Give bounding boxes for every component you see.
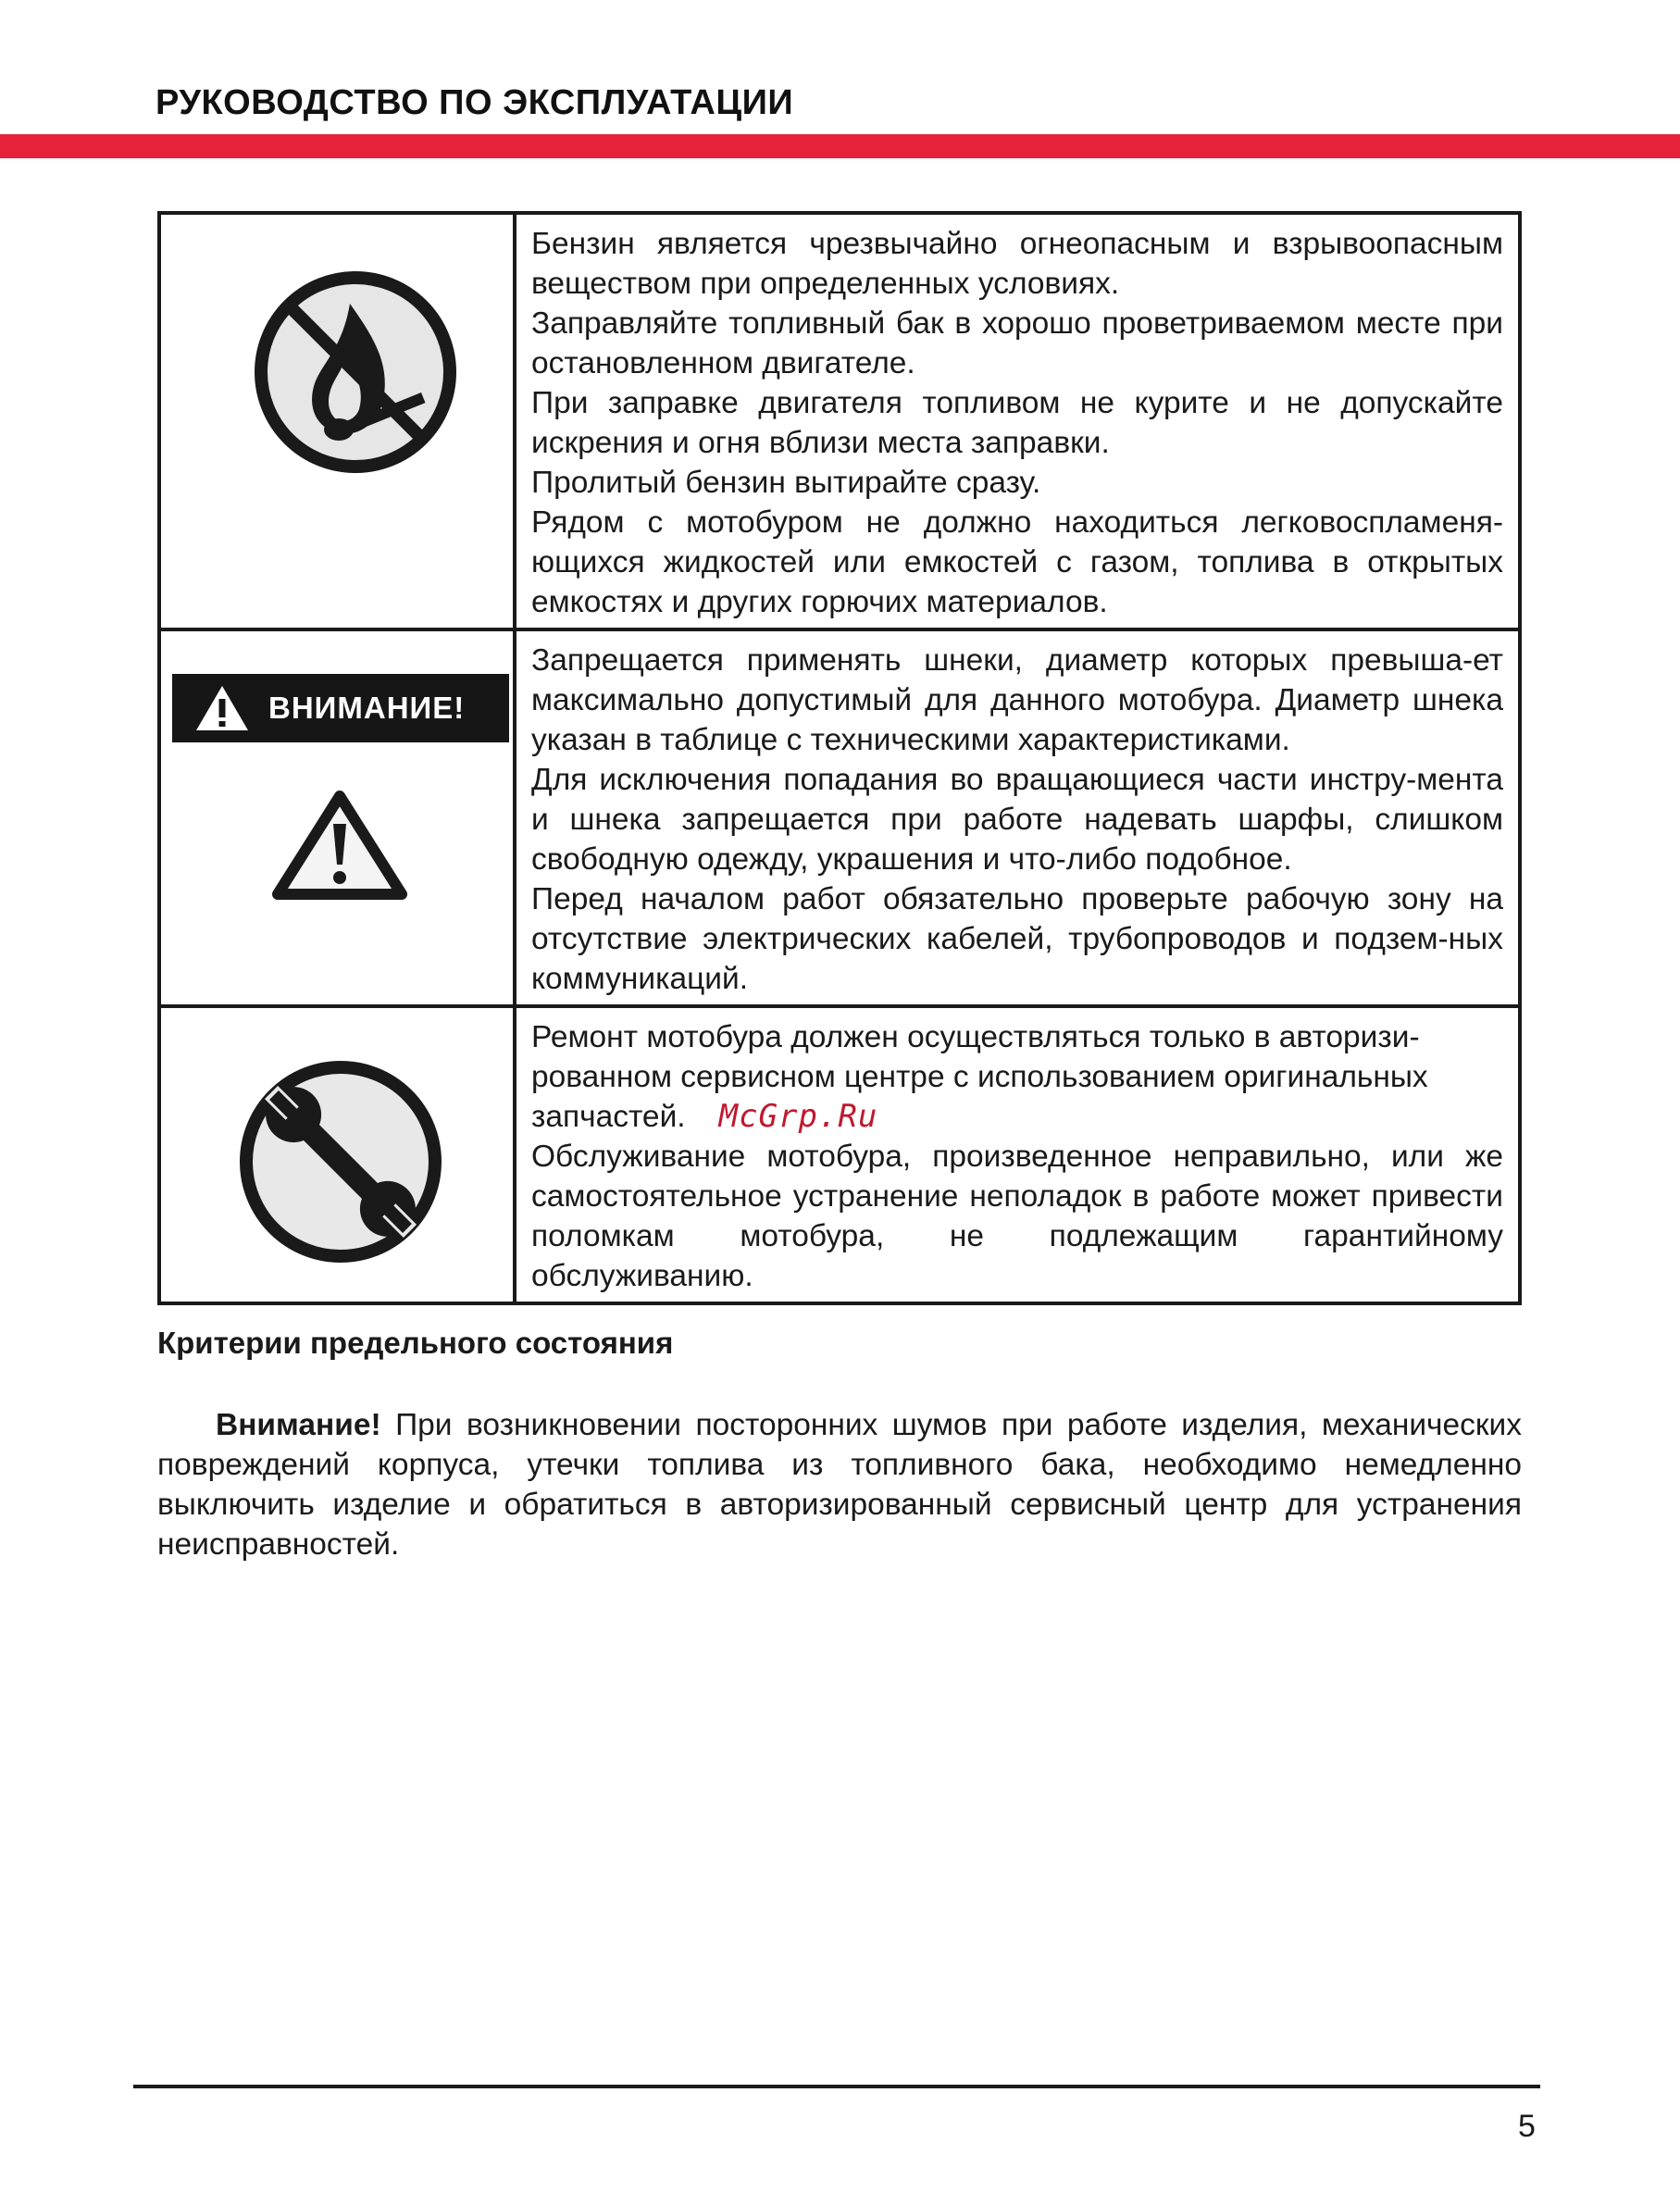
text-cell [515, 213, 1520, 629]
section-text: При возникновении посторонних шумов при работе изделия, механических повреждений корпуса, утечки топлива из топливного бака, необходимо немедленно выключить изделие и обратиться в авторизированный сервисный центр для устранения неисправностей. [157, 1408, 1522, 1562]
watermark: McGrp.Ru [718, 1098, 878, 1135]
safety-text: Запрещается применять шнеки, диаметр которых превыша-ет максимально допустимый для данного мотобура. Диаметр шнека указан в таблице с техническими характеристиками. [531, 643, 1503, 757]
warning-badge [172, 674, 509, 742]
icon-cell [159, 213, 515, 629]
safety-text: Для исключения попадания во вращающиеся части инстру-мента и шнека запрещается при работе надевать шарфы, слишком свободную одежду, украшения и что-либо подобное. [531, 763, 1503, 877]
header-accent-bar [0, 134, 1680, 158]
table-row [159, 213, 1520, 629]
page-header-title: РУКОВОДСТВО ПО ЭКСПЛУАТАЦИИ [156, 83, 794, 122]
warning-badge-label: ВНИМАНИЕ! [268, 691, 466, 725]
safety-text [531, 1017, 1503, 1137]
section-body [157, 1405, 1522, 1564]
icon-cell [159, 629, 515, 1006]
section-lead: Внимание! [216, 1408, 381, 1442]
footer-divider [133, 2085, 1540, 2088]
safety-text: Заправляйте топливный бак в хорошо проветриваемом месте при остановленном двигателе. [531, 306, 1503, 380]
text-cell [515, 629, 1520, 1006]
page-number: 5 [1518, 2109, 1536, 2144]
no-open-flame-icon [254, 270, 457, 479]
table-row [159, 629, 1520, 1006]
safety-text: Рядом с мотобуром не должно находиться легковоспламеня-ющихся жидкостей или емкостей с газом, топлива в открытых емкостях и других горючих материалов. [531, 505, 1503, 619]
safety-text: Перед началом работ обязательно проверьте рабочую зону на отсутствие электрических кабелей, трубопроводов и подзем-ных коммуникаций. [531, 882, 1503, 996]
safety-instructions-table [157, 211, 1522, 1305]
warning-triangle-icon [272, 791, 407, 904]
no-wrench-icon [237, 1058, 444, 1270]
safety-text: Обслуживание мотобура, произведенное неправильно, или же самостоятельное устранение неполадок в работе может привести поломкам мотобура, не подлежащим гарантийному обслуживанию. [531, 1140, 1503, 1293]
section-title: Критерии предельного состояния [157, 1326, 674, 1360]
safety-text: Ремонт мотобура должен осуществляться только в авторизи-рованном сервисном центре с использованием оригинальных запчастей. [531, 1020, 1428, 1134]
text-cell [515, 1006, 1520, 1303]
icon-cell [159, 1006, 515, 1303]
safety-text: Бензин является чрезвычайно огнеопасным и взрывоопасным веществом при определенных условиях. [531, 227, 1503, 301]
warning-triangle-icon [194, 684, 250, 732]
table-row [159, 1006, 1520, 1303]
safety-text: Пролитый бензин вытирайте сразу. [531, 466, 1041, 500]
safety-text: При заправке двигателя топливом не курите и не допускайте искрения и огня вблизи места заправки. [531, 386, 1503, 460]
